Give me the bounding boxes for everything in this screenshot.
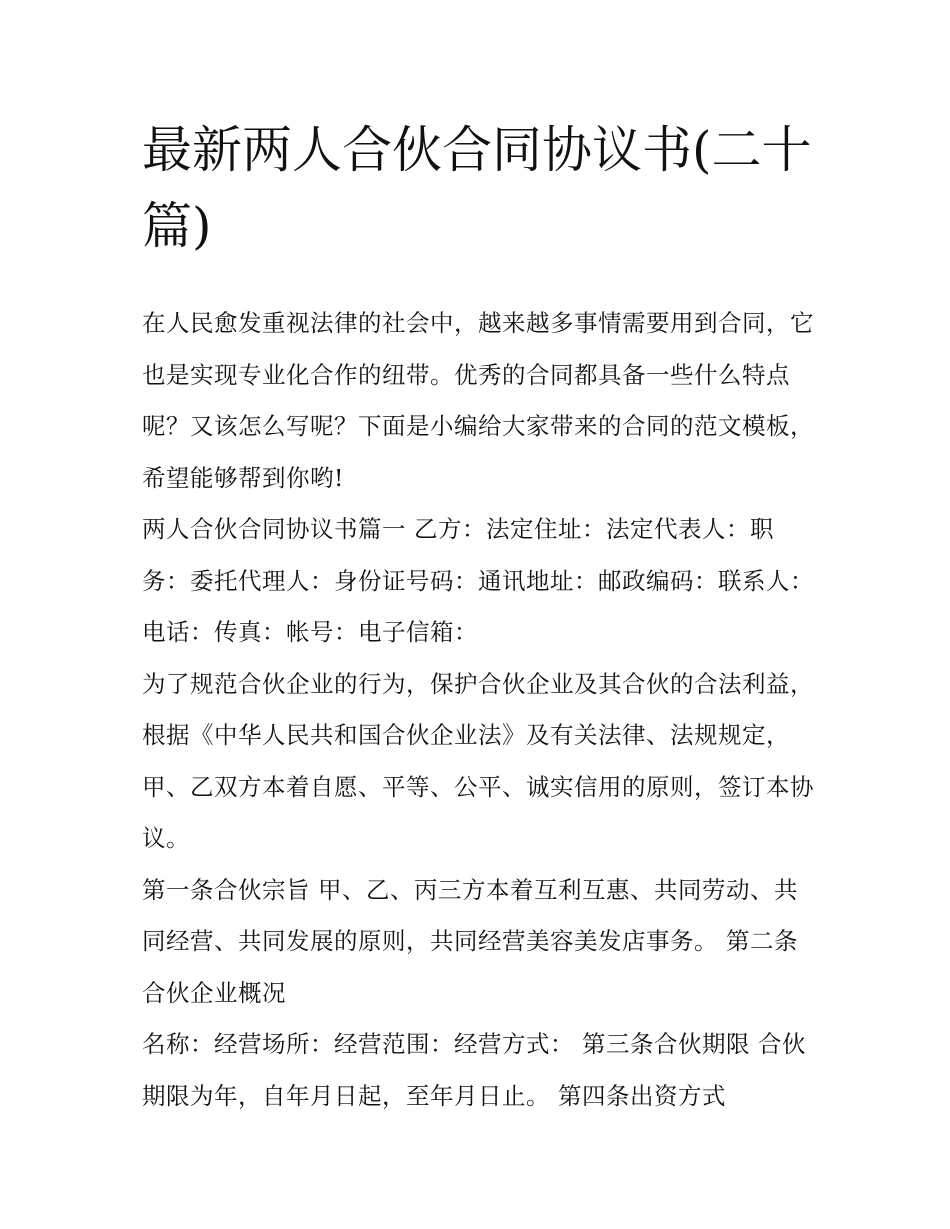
article-one-paragraph: 第一条合伙宗旨 甲、乙、丙三方本着互利互惠、共同劳动、共同经营、共同发展的原则，共同经营美容美发店事务。 第二条合伙企业概况 [142, 875, 798, 1007]
article-three-paragraph: 名称：经营场所：经营范围：经营方式： 第三条合伙期限 合伙期限为年，自年月日起，至年月日止。 第四条出资方式 [142, 1030, 806, 1110]
parties-paragraph: 两人合伙合同协议书篇一 乙方：法定住址：法定代表人：职务：委托代理人：身份证号码：通讯地址：邮政编码：联系人：电话：传真：帐号：电子信箱： [142, 515, 814, 646]
intro-paragraph: 在人民愈发重视法律的社会中，越来越多事情需要用到合同，它也是实现专业化合作的纽带。优秀的合同都具备一些什么特点呢？又该怎么写呢？下面是小编给大家带来的合同的范文模板，希望能够帮到你哟! [142, 309, 814, 492]
purpose-paragraph: 为了规范合伙企业的行为，保护合伙企业及其合伙的合法利益，根据《中华人民共和国合伙企业法》及有关法律、法规规定，甲、乙双方本着自愿、平等、公平、诚实信用的原则，签订本协议。 [142, 669, 814, 852]
document-title: 最新两人合伙合同协议书(二十篇) [142, 121, 812, 255]
document-body [142, 112, 814, 1122]
